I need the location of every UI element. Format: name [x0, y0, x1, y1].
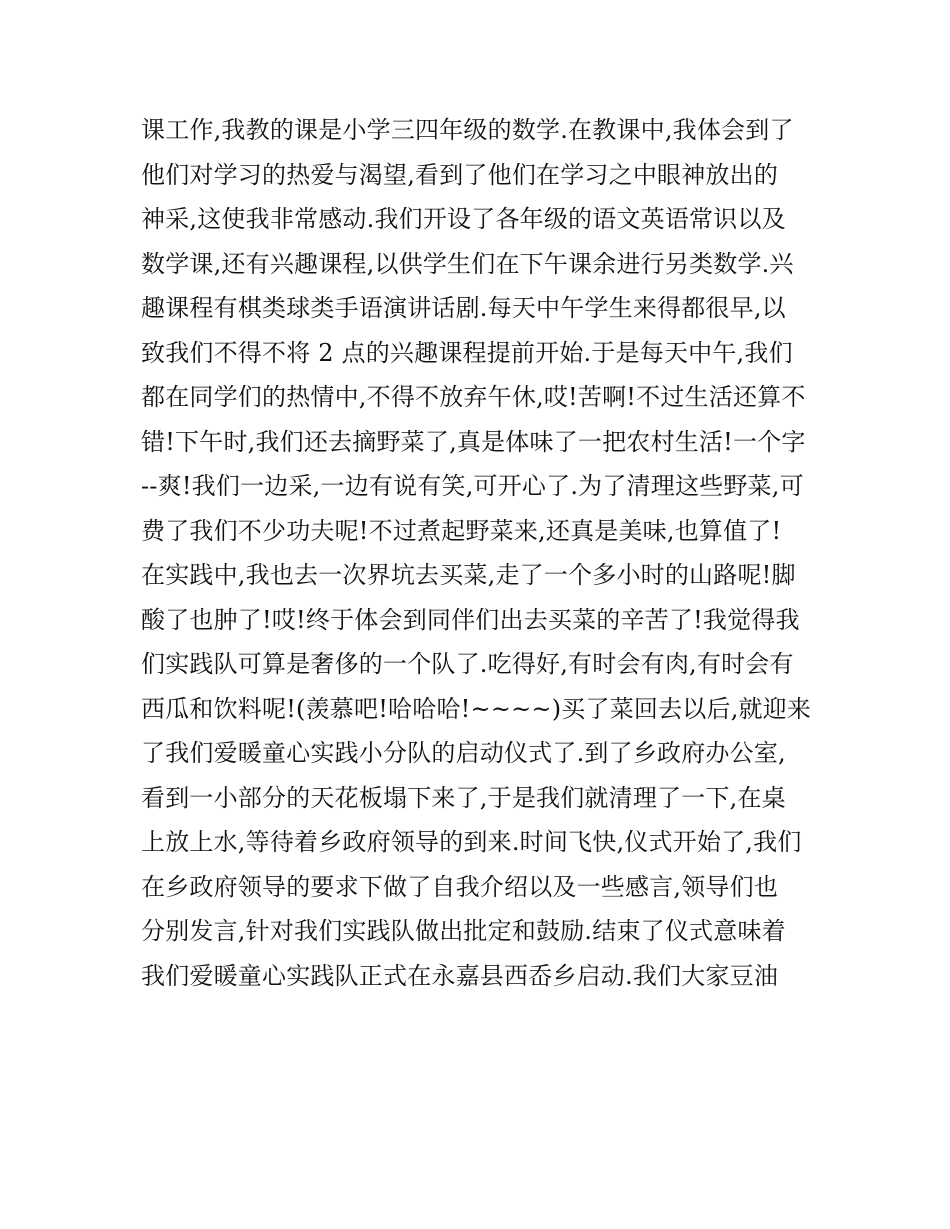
text-line: --爽!我们一边采,一边有说有笑,可开心了.为了清理这些野菜,可 [141, 472, 804, 500]
text-line: 们实践队可算是奢侈的一个队了.吃得好,有时会有肉,有时会有 [141, 650, 794, 678]
text-line: 看到一小部分的天花板塌下来了,于是我们就清理了一下,在桌 [141, 783, 786, 812]
text-line: 他们对学习的热爱与渴望,看到了他们在学习之中眼神放出的 [141, 160, 779, 189]
text-line: 费了我们不少功夫呢!不过煮起野菜来,还真是美味,也算值了! [141, 516, 782, 545]
text-line: 错!下午时,我们还去摘野菜了,真是体味了一把农村生活!一个字 [141, 427, 806, 456]
text-line: 了我们爱暖童心实践小分队的启动仪式了.到了乡政府办公室, [141, 739, 786, 767]
text-line: 都在同学们的热情中,不得不放弃午休,哎!苦啊!不过生活还算不 [141, 383, 806, 411]
text-line: 神采,这使我非常感动.我们开设了各年级的语文英语常识以及 [141, 205, 786, 233]
text-line: 在乡政府领导的要求下做了自我介绍以及一些感言,领导们也 [141, 872, 779, 901]
text-line: 课工作,我教的课是小学三四年级的数学.在教课中,我体会到了 [141, 116, 794, 144]
body-text [141, 108, 821, 998]
text-line: 趣课程有棋类球类手语演讲话剧.每天中午学生来得都很早,以 [141, 294, 786, 322]
text-line: 我们爱暖童心实践队正式在永嘉县西岙乡启动.我们大家豆油 [141, 961, 779, 990]
text-line: 上放上水,等待着乡政府领导的到来.时间飞快,仪式开始了,我们 [141, 828, 802, 856]
text-line: 西瓜和饮料呢!(羡慕吧!哈哈哈!~~~~)买了菜回去以后,就迎来 [141, 694, 812, 723]
text-line: 分别发言,针对我们实践队做出批定和鼓励.结束了仪式意味着 [141, 917, 786, 945]
text-line: 致我们不得不将 2 点的兴趣课程提前开始.于是每天中午,我们 [141, 338, 793, 367]
text-line: 在实践中,我也去一次界坑去买菜,走了一个多小时的山路呢!脚 [141, 561, 796, 589]
text-line: 酸了也肿了!哎!终于体会到同伴们出去买菜的辛苦了!我觉得我 [141, 605, 800, 634]
text-line: 数学课,还有兴趣课程,以供学生们在下午课余进行另类数学.兴 [141, 249, 794, 278]
